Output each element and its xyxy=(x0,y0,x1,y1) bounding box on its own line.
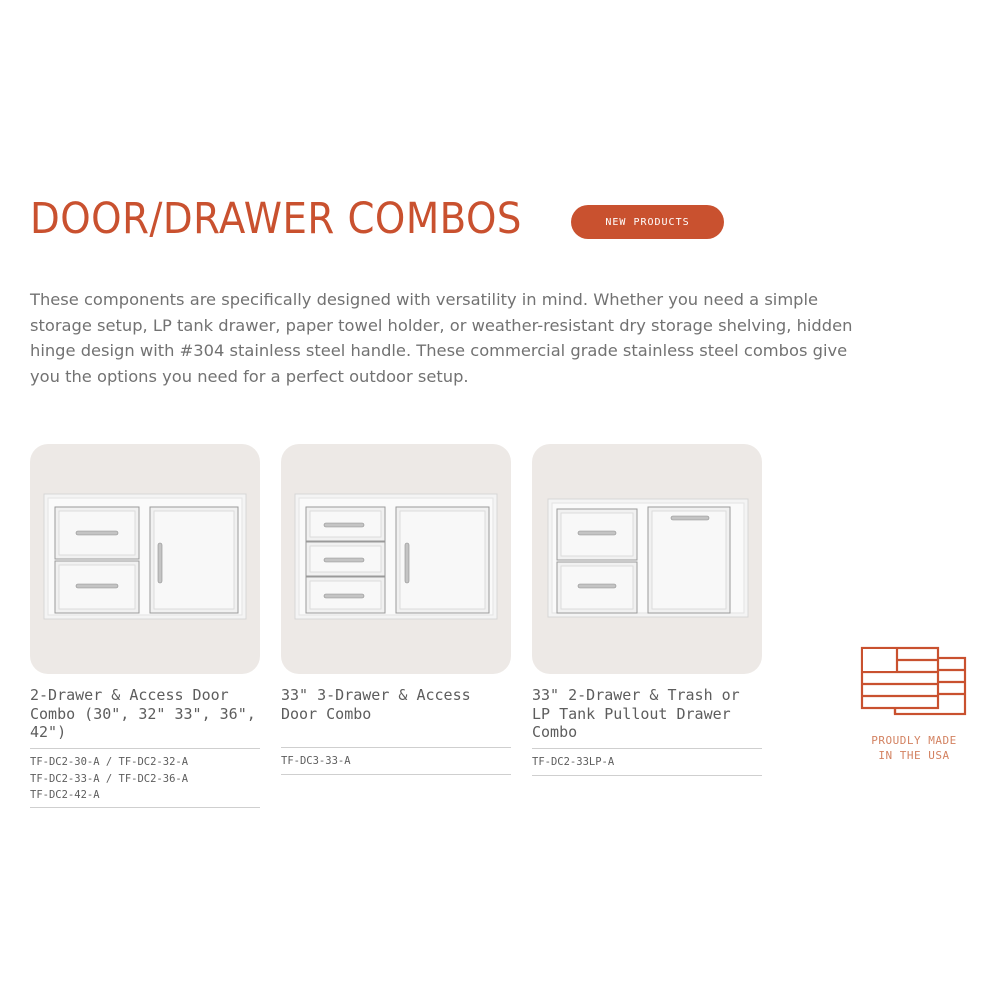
product-image-dc2[interactable] xyxy=(30,444,260,674)
divider xyxy=(532,748,762,749)
sku-line: TF-DC2-33LP-A xyxy=(532,756,615,768)
page-title: DOOR/DRAWER COMBOS xyxy=(30,194,522,244)
made-in-usa-label xyxy=(852,733,976,763)
product-title: 33" 3-Drawer & Access Door Combo xyxy=(281,686,471,723)
divider xyxy=(30,807,260,808)
made-in-usa-line-1: PROUDLY MADE xyxy=(871,734,957,747)
sku-line: TF-DC2-33-A / TF-DC2-36-A xyxy=(30,772,189,785)
product-image-dc2-lp[interactable] xyxy=(532,444,762,674)
product-title: 33" 2-Drawer & Trash or LP Tank Pullout Drawer Combo xyxy=(532,686,740,741)
sku-line: TF-DC2-42-A xyxy=(30,789,100,801)
product-sku-list xyxy=(532,754,772,771)
product-title: 2-Drawer & Access Door Combo (30", 32" 33", 36", 42") xyxy=(30,686,256,741)
sku-line: TF-DC2-30-A / TF-DC2-32-A xyxy=(30,756,189,768)
product-image-dc3[interactable] xyxy=(281,444,511,674)
product-sku-list xyxy=(281,753,521,770)
made-in-usa-line-2: IN THE USA xyxy=(878,749,950,762)
divider xyxy=(281,774,511,775)
usa-flag-icon xyxy=(860,646,970,718)
new-products-badge: NEW PRODUCTS xyxy=(571,205,724,239)
intro-paragraph: These components are specifically designed with versatility in mind. Whether you need a simple storage setup, LP tank drawer, paper towel holder, or weather-resistant dry storage shelving, hidden hinge design with #304 stainless steel handle. These commercial grade stainless steel combos give you the options you need for a perfect outdoor setup. xyxy=(30,290,853,386)
sku-line: TF-DC3-33-A xyxy=(281,755,351,767)
divider xyxy=(30,748,260,749)
divider xyxy=(532,775,762,776)
divider xyxy=(281,747,511,748)
product-sku-list xyxy=(30,754,270,804)
